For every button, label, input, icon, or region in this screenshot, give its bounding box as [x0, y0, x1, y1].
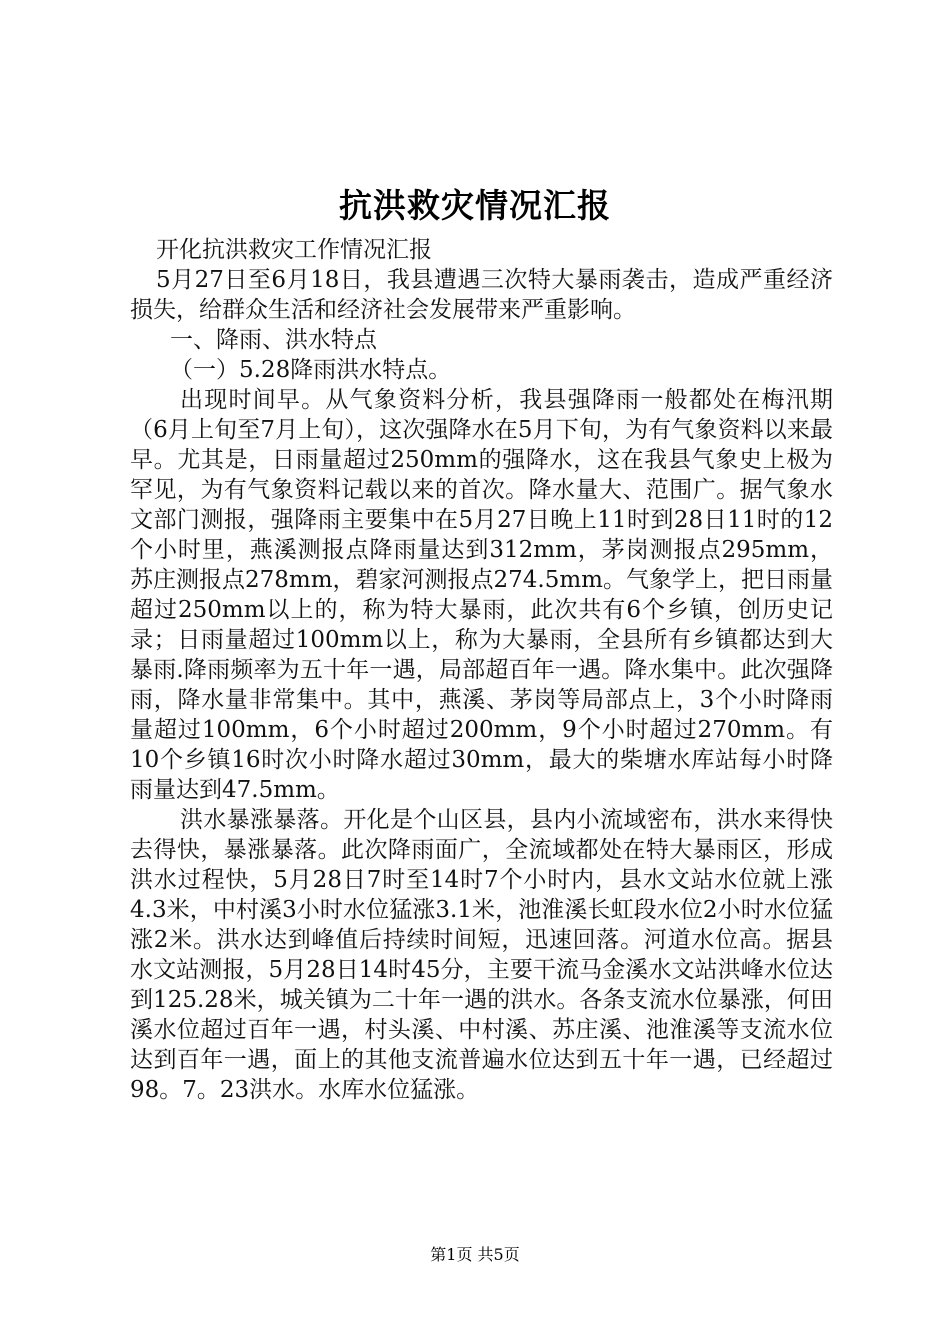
page-footer: 第1页 共5页 — [430, 1245, 520, 1264]
report-subtitle: 开化抗洪救灾工作情况汇报 — [156, 237, 432, 263]
subsection-heading: （一）5.28降雨洪水特点。 — [170, 357, 452, 383]
document-body — [130, 235, 833, 1105]
flood-paragraph: 洪水暴涨暴落。开化是个山区县，县内小流域密布，洪水来得快去得快，暴涨暴落。此次降雨面广，全流域都处在特大暴雨区，形成洪水过程快，5月28日7时至14时7个小时内，县水文站水位就上涨4.3米，中村溪3小时水位猛涨3.1米，池淮溪长虹段水位2小时水位猛涨2米。洪水达到峰值后持续时间短，迅速回落。河道水位高。据县水文站测报，5月28日14时45分，主要干流马金溪水文站洪峰水位达到125.28米，城关镇为二十年一遇的洪水。各条支流水位暴涨，何田溪水位超过百年一遇，村头溪、中村溪、苏庄溪、池淮溪等支流水位达到百年一遇，面上的其他支流普遍水位达到五十年一遇，已经超过98。7。23洪水。水库水位猛涨。 — [130, 807, 833, 1103]
rainfall-paragraph: 出现时间早。从气象资料分析，我县强降雨一般都处在梅汛期（6月上旬至7月上旬），这次强降水在5月下旬，为有气象资料以来最早。尤其是，日雨量超过250mm的强降水，这在我县气象史上极为罕见，为有气象资料记载以来的首次。降水量大、范围广。据气象水文部门测报，强降雨主要集中在5月27日晚上11时到28日11时的12个小时里，燕溪测报点降雨量达到312mm，茅岗测报点295mm，苏庄测报点278mm，碧家河测报点274.5mm。气象学上，把日雨量超过250mm以上的，称为特大暴雨，此次共有6个乡镇，创历史记录；日雨量超过100mm以上，称为大暴雨，全县所有乡镇都达到大暴雨.降雨频率为五十年一遇，局部超百年一遇。降水集中。此次强降雨，降水量非常集中。其中，燕溪、茅岗等局部点上，3个小时降雨量超过100mm，6个小时超过200mm，9个小时超过270mm。有10个乡镇16时次小时降水超过30mm，最大的柴塘水库站每小时降雨量达到47.5mm。 — [130, 387, 833, 803]
intro-paragraph: 5月27日至6月18日，我县遭遇三次特大暴雨袭击，造成严重经济损失，给群众生活和经济社会发展带来严重影响。 — [130, 267, 833, 323]
document-title: 抗洪救灾情况汇报 — [339, 186, 611, 225]
section-heading: 一、降雨、洪水特点 — [170, 327, 377, 353]
